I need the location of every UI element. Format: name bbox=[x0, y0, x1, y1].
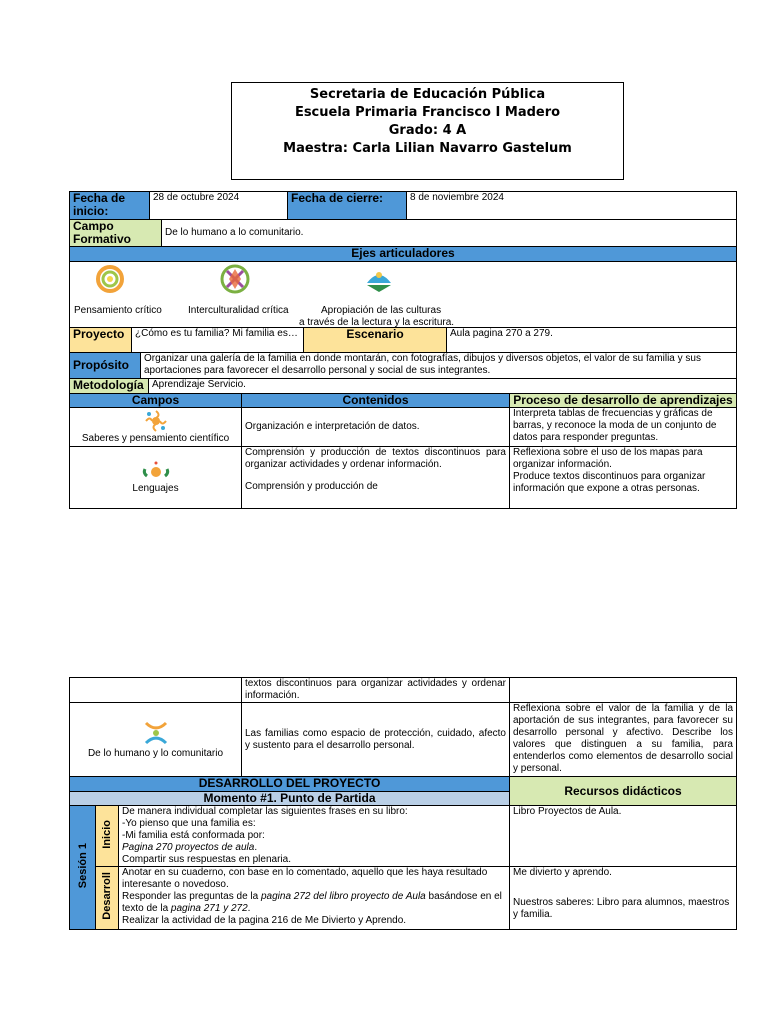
desarrollo-line-2d: pagina 271 y 272 bbox=[170, 903, 248, 914]
proyecto-label: Proyecto bbox=[70, 328, 132, 353]
proceso-row2-b: Produce textos discontinuos para organizar información que expone a otras personas. bbox=[513, 471, 706, 494]
campo-saberes bbox=[70, 408, 242, 447]
apropiacion-culturas-icon bbox=[364, 265, 394, 293]
inicio-line-5: Compartir sus respuestas en plenaria. bbox=[122, 854, 291, 865]
eje-interculturalidad: Interculturalidad crítica bbox=[188, 305, 289, 316]
desarrollo-title: DESARROLLO DEL PROYECTO bbox=[70, 777, 510, 792]
escenario-label: Escenario bbox=[304, 328, 447, 353]
fecha-cierre-value: 8 de noviembre 2024 bbox=[407, 192, 737, 220]
campo-humano bbox=[70, 703, 242, 777]
campo-saberes-label: Saberes y pensamiento científico bbox=[81, 433, 230, 444]
inicio-line-1: De manera individual completar las siguientes frases en su libro: bbox=[122, 806, 408, 817]
fecha-inicio-value: 28 de octubre 2024 bbox=[150, 192, 288, 220]
metodologia-table bbox=[69, 378, 737, 394]
plan-table-top bbox=[69, 191, 737, 220]
campos-table-cont bbox=[69, 677, 737, 777]
contenido-row3: Las familias como espacio de protección, cuidado, afecto y sustento para el desarrollo personal. bbox=[242, 703, 510, 777]
desarrollo-line-3: Realizar la actividad de la pagina 216 de Me Divierto y Aprendo. bbox=[122, 915, 407, 926]
col-proceso: Proceso de desarrollo de aprendizajes bbox=[510, 394, 737, 408]
momento-title: Momento #1. Punto de Partida bbox=[70, 792, 510, 806]
inicio-line-4: Pagina 270 proyectos de aula. bbox=[122, 842, 258, 853]
contenido-row2 bbox=[242, 447, 510, 509]
recursos-desarrollo bbox=[510, 867, 737, 930]
interculturalidad-icon bbox=[220, 264, 250, 294]
humano-comunitario-icon bbox=[142, 720, 170, 746]
campos-table bbox=[69, 393, 737, 509]
proyecto-table bbox=[69, 327, 737, 353]
inicio-cell bbox=[96, 806, 119, 867]
pensamiento-critico-icon bbox=[95, 265, 125, 293]
escenario-value: Aula pagina 270 a 279. bbox=[447, 328, 737, 353]
fecha-cierre-label: Fecha de cierre: bbox=[288, 192, 407, 220]
proposito-table bbox=[69, 352, 737, 379]
ejes-cell bbox=[70, 262, 737, 328]
desarrollo-phase-label: Desarroll bbox=[101, 872, 113, 920]
desarrollo-line-2: Responder las preguntas de la pagina 272 del libro proyecto de Aula basándose en el texto de la pagina 271 y 272. bbox=[122, 891, 502, 914]
header-line-3: Grado: 4 A bbox=[388, 123, 467, 138]
recurso-2: Me divierto y aprendo. bbox=[513, 867, 612, 878]
eje-apropiacion-1: Apropiación de las culturas bbox=[321, 305, 442, 316]
col-contenidos: Contenidos bbox=[242, 394, 510, 408]
recursos-title: Recursos didácticos bbox=[510, 777, 737, 806]
desarrollo-line-2b: pagina 272 del libro proyecto de Aula bbox=[260, 891, 426, 902]
recurso-3: Nuestros saberes: Libro para alumnos, maestros y familia. bbox=[513, 897, 730, 920]
plan-table-campo bbox=[69, 219, 737, 247]
header-line-2: Escuela Primaria Francisco I Madero bbox=[294, 105, 561, 120]
campo-lenguajes bbox=[70, 447, 242, 509]
recursos-inicio: Libro Proyectos de Aula. bbox=[510, 806, 737, 867]
sesion-label: Sesión 1 bbox=[76, 842, 89, 889]
proceso-row2 bbox=[510, 447, 737, 509]
lenguajes-icon bbox=[141, 461, 171, 483]
campo-formativo-value: De lo humano a lo comunitario. bbox=[162, 220, 737, 247]
inicio-label: Inicio bbox=[101, 819, 113, 849]
proposito-label: Propósito bbox=[70, 353, 141, 379]
campo-lenguajes-label: Lenguajes bbox=[132, 482, 179, 494]
proceso-row1: Interpreta tablas de frecuencias y gráficas de barras, y reconoce la moda de un conjunto de datos para responder preguntas. bbox=[510, 408, 737, 447]
campo-formativo-label: Campo Formativo bbox=[70, 220, 162, 247]
inicio-line-4-text: Pagina 270 proyectos de aula bbox=[122, 842, 255, 853]
proceso-row2-a: Reflexiona sobre el uso de los mapas para organizar información. bbox=[513, 447, 703, 470]
proyecto-value: ¿Cómo es tu familia? Mi familia es… bbox=[132, 328, 304, 353]
desarrollo-table bbox=[69, 776, 737, 930]
inicio-line-2: -Yo pienso que una familia es: bbox=[122, 818, 256, 829]
saberes-icon bbox=[143, 409, 169, 433]
campo-humano-label: De lo humano y lo comunitario bbox=[87, 747, 224, 759]
contenido-row2-b: Comprensión y producción de bbox=[245, 481, 378, 492]
contenido-row2-a: Comprensión y producción de textos discontinuos para organizar actividades y ordenar información. bbox=[245, 447, 506, 470]
proceso-row3: Reflexiona sobre el valor de la familia y de la aportación de sus integrantes, para favorecer su desarrollo personal y afectivo. Describe los valores que distinguen a su familia, para entenderlos como elementos de desarrollo social y personal. bbox=[510, 703, 737, 777]
proceso-cont-empty bbox=[510, 678, 737, 703]
desarrollo-content bbox=[119, 867, 510, 930]
contenido-cont: textos discontinuos para organizar actividades y ordenar información. bbox=[242, 678, 510, 703]
ejes-title: Ejes articuladores bbox=[70, 247, 737, 262]
desarrollo-line-2a: Responder las preguntas de la bbox=[122, 891, 261, 902]
campo-cont-empty bbox=[70, 678, 242, 703]
proposito-value: Organizar una galería de la familia en donde montarán, con fotografías, dibujos y diversos objetos, el valor de su familia y sus aportaciones para favorecer el desarrollo personal y social de sus integrantes. bbox=[141, 353, 737, 379]
ejes-table bbox=[69, 246, 737, 328]
metodologia-label: Metodología bbox=[70, 379, 149, 394]
eje-apropiacion-2: a través de la lectura y la escritura. bbox=[299, 317, 455, 328]
school-header bbox=[231, 82, 624, 180]
inicio-content bbox=[119, 806, 510, 867]
contenido-row1: Organización e interpretación de datos. bbox=[242, 408, 510, 447]
fecha-inicio-label: Fecha de inicio: bbox=[70, 192, 150, 220]
desarrollo-line-2c: basándose en el texto de la bbox=[122, 891, 502, 914]
desarrollo-line-1: Anotar en su cuaderno, con base en lo comentado, aquello que les haya resultado interesante o novedoso. bbox=[122, 867, 488, 890]
inicio-line-3: -Mi familia está conformada por: bbox=[122, 830, 265, 841]
header-line-1: Secretaria de Educación Pública bbox=[309, 87, 546, 102]
metodologia-value: Aprendizaje Servicio. bbox=[149, 379, 737, 394]
eje-pensamiento-critico: Pensamiento crítico bbox=[74, 305, 162, 316]
header-line-4: Maestra: Carla Lilian Navarro Gastelum bbox=[283, 141, 572, 156]
desarrollo-cell bbox=[96, 867, 119, 930]
sesion-cell bbox=[70, 806, 96, 930]
col-campos: Campos bbox=[70, 394, 242, 408]
